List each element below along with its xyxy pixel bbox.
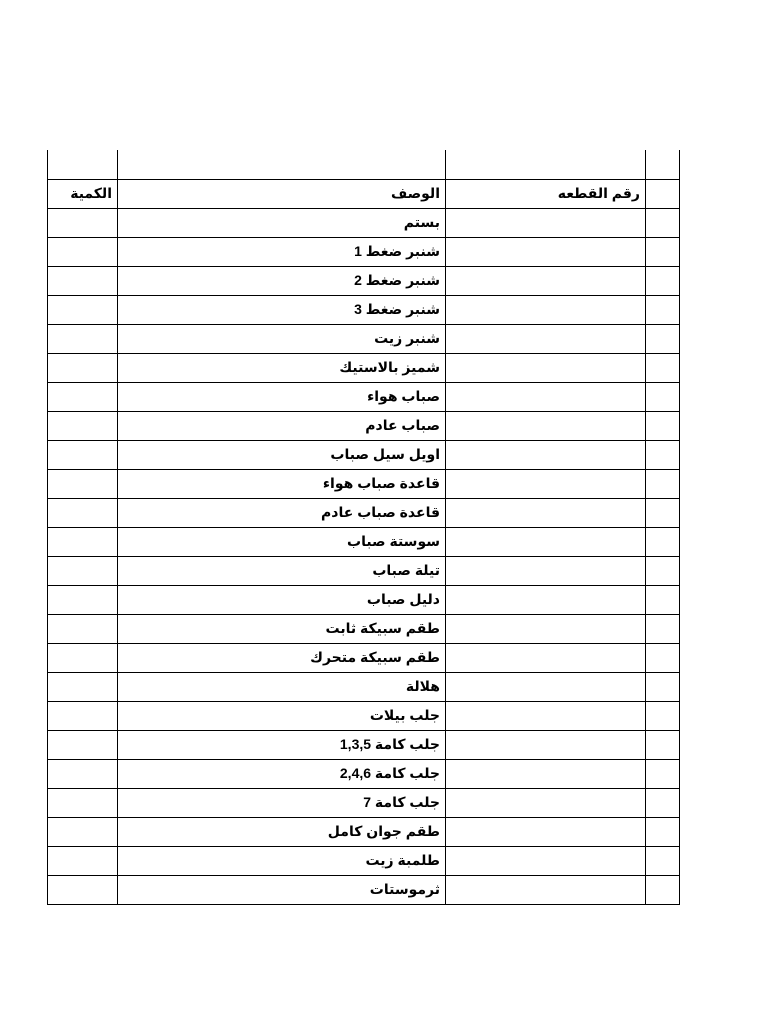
- extra-cell: [646, 701, 680, 730]
- quantity-cell: [48, 440, 118, 469]
- table-row: [48, 759, 680, 788]
- extra-cell: [646, 672, 680, 701]
- part-number-cell: [446, 875, 646, 904]
- extra-cell: [646, 382, 680, 411]
- description-cell: بستم: [118, 208, 446, 237]
- description-cell: شنبر ضغط 2: [118, 266, 446, 295]
- quantity-cell: [48, 324, 118, 353]
- quantity-cell: [48, 266, 118, 295]
- parts-table: [47, 150, 680, 905]
- part-number-cell: [446, 208, 646, 237]
- table-row: [48, 788, 680, 817]
- extra-cell: [646, 585, 680, 614]
- extra-cell: [646, 846, 680, 875]
- part-number-cell: [446, 788, 646, 817]
- description-cell: شنبر زيت: [118, 324, 446, 353]
- table-row: [48, 556, 680, 585]
- quantity-cell: [48, 875, 118, 904]
- blank-cell: [118, 150, 446, 179]
- table-row: [48, 614, 680, 643]
- extra-cell: [646, 643, 680, 672]
- table-row: [48, 672, 680, 701]
- quantity-cell: [48, 295, 118, 324]
- quantity-cell: [48, 585, 118, 614]
- extra-cell: [646, 324, 680, 353]
- table-row: [48, 701, 680, 730]
- part-number-cell: [446, 295, 646, 324]
- extra-cell: [646, 353, 680, 382]
- extra-cell: [646, 469, 680, 498]
- description-cell: جلب كامة 2,4,6: [118, 759, 446, 788]
- extra-cell: [646, 498, 680, 527]
- blank-cell: [48, 150, 118, 179]
- description-cell: صباب هواء: [118, 382, 446, 411]
- part-number-cell: [446, 498, 646, 527]
- table-row: [48, 846, 680, 875]
- part-number-cell: [446, 324, 646, 353]
- part-number-cell: [446, 527, 646, 556]
- part-number-cell: [446, 556, 646, 585]
- extra-cell: [646, 788, 680, 817]
- description-cell: دليل صباب: [118, 585, 446, 614]
- quantity-cell: [48, 846, 118, 875]
- extra-cell: [646, 614, 680, 643]
- quantity-cell: [48, 701, 118, 730]
- description-cell: طقم سبيكة ثابت: [118, 614, 446, 643]
- header-description: الوصف: [118, 179, 446, 208]
- extra-cell: [646, 527, 680, 556]
- quantity-cell: [48, 817, 118, 846]
- part-number-cell: [446, 614, 646, 643]
- extra-cell: [646, 730, 680, 759]
- description-cell: صباب عادم: [118, 411, 446, 440]
- part-number-cell: [446, 266, 646, 295]
- description-cell: اويل سيل صباب: [118, 440, 446, 469]
- part-number-cell: [446, 672, 646, 701]
- table-row: [48, 469, 680, 498]
- extra-cell: [646, 440, 680, 469]
- description-cell: سوستة صباب: [118, 527, 446, 556]
- part-number-cell: [446, 817, 646, 846]
- quantity-cell: [48, 556, 118, 585]
- description-cell: جلب كامة 7: [118, 788, 446, 817]
- table-row: [48, 585, 680, 614]
- table-row: [48, 353, 680, 382]
- description-cell: قاعدة صباب هواء: [118, 469, 446, 498]
- description-cell: تيلة صباب: [118, 556, 446, 585]
- table-row: [48, 266, 680, 295]
- part-number-cell: [446, 643, 646, 672]
- quantity-cell: [48, 237, 118, 266]
- quantity-cell: [48, 527, 118, 556]
- extra-cell: [646, 875, 680, 904]
- table-row: [48, 527, 680, 556]
- extra-cell: [646, 208, 680, 237]
- header-part-number: رقم القطعه: [446, 179, 646, 208]
- part-number-cell: [446, 846, 646, 875]
- part-number-cell: [446, 237, 646, 266]
- table-row: [48, 382, 680, 411]
- description-cell: شنبر ضغط 1: [118, 237, 446, 266]
- description-cell: طقم جوان كامل: [118, 817, 446, 846]
- quantity-cell: [48, 730, 118, 759]
- part-number-cell: [446, 353, 646, 382]
- extra-cell: [646, 266, 680, 295]
- part-number-cell: [446, 759, 646, 788]
- part-number-cell: [446, 411, 646, 440]
- extra-cell: [646, 817, 680, 846]
- extra-cell: [646, 411, 680, 440]
- extra-cell: [646, 295, 680, 324]
- parts-table-body: [48, 150, 680, 904]
- description-cell: شنبر ضغط 3: [118, 295, 446, 324]
- quantity-cell: [48, 469, 118, 498]
- header-row: [48, 179, 680, 208]
- quantity-cell: [48, 411, 118, 440]
- table-row: [48, 498, 680, 527]
- table-row: [48, 237, 680, 266]
- table-row: [48, 875, 680, 904]
- description-cell: جلب بيلات: [118, 701, 446, 730]
- description-cell: جلب كامة 1,3,5: [118, 730, 446, 759]
- quantity-cell: [48, 643, 118, 672]
- table-row: [48, 324, 680, 353]
- quantity-cell: [48, 788, 118, 817]
- header-quantity: الكمية: [48, 179, 118, 208]
- table-row: [48, 295, 680, 324]
- blank-cell: [646, 150, 680, 179]
- table-row: [48, 411, 680, 440]
- extra-cell: [646, 759, 680, 788]
- part-number-cell: [446, 469, 646, 498]
- extra-cell: [646, 556, 680, 585]
- quantity-cell: [48, 759, 118, 788]
- description-cell: ثرموستات: [118, 875, 446, 904]
- quantity-cell: [48, 382, 118, 411]
- quantity-cell: [48, 672, 118, 701]
- table-row: [48, 730, 680, 759]
- table-row: [48, 643, 680, 672]
- description-cell: قاعدة صباب عادم: [118, 498, 446, 527]
- quantity-cell: [48, 614, 118, 643]
- table-row: [48, 440, 680, 469]
- extra-cell: [646, 237, 680, 266]
- description-cell: طلمبة زيت: [118, 846, 446, 875]
- header-extra: [646, 179, 680, 208]
- part-number-cell: [446, 382, 646, 411]
- description-cell: هلالة: [118, 672, 446, 701]
- quantity-cell: [48, 208, 118, 237]
- blank-cell: [446, 150, 646, 179]
- part-number-cell: [446, 440, 646, 469]
- description-cell: شميز بالاستيك: [118, 353, 446, 382]
- table-row: [48, 817, 680, 846]
- part-number-cell: [446, 730, 646, 759]
- part-number-cell: [446, 585, 646, 614]
- part-number-cell: [446, 701, 646, 730]
- description-cell: طقم سبيكة متحرك: [118, 643, 446, 672]
- quantity-cell: [48, 353, 118, 382]
- table-row: [48, 208, 680, 237]
- quantity-cell: [48, 498, 118, 527]
- blank-top-row: [48, 150, 680, 179]
